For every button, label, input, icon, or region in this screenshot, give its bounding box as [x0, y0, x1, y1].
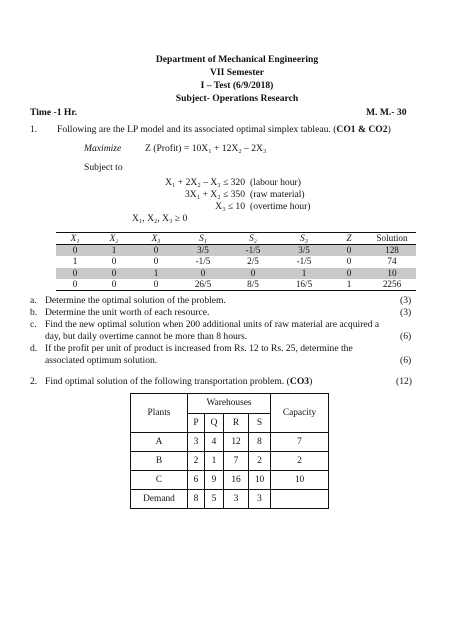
plant-label: B	[131, 452, 188, 471]
part-d-label: d.	[30, 343, 38, 354]
part-c-marks: (6)	[400, 331, 412, 342]
cost-cell: 8	[249, 433, 271, 452]
q1-close: )	[387, 124, 391, 135]
tableau-cell: 16/5	[278, 279, 330, 291]
non-negativity: X₁, X₂, X₃ ≥ 0	[132, 213, 188, 224]
plants-header: Plants	[131, 394, 188, 433]
cost-cell: 3	[188, 433, 205, 452]
subject-to-label: Subject to	[84, 162, 123, 173]
capacity-cell-empty	[271, 490, 329, 509]
warehouse-label: R	[224, 413, 249, 433]
subject-title: Subject- Operations Research	[175, 93, 299, 104]
table-row	[56, 245, 416, 257]
capacity-cell: 2	[271, 452, 329, 471]
part-a-label: a.	[30, 295, 37, 306]
part-b-text: Determine the unit worth of each resource.	[45, 307, 210, 318]
semester-title: VII Semester	[209, 67, 265, 78]
tableau-cell: 8/5	[228, 279, 278, 291]
cost-cell: 9	[205, 471, 224, 490]
tableau-header: S₃	[278, 233, 330, 245]
tableau-cell: 0	[94, 268, 134, 279]
tableau-cell: 1	[278, 268, 330, 279]
q2-course-outcome: CO3	[289, 376, 310, 387]
demand-cell: 5	[205, 490, 224, 509]
capacity-cell: 7	[271, 433, 329, 452]
tableau-header: S₂	[228, 233, 278, 245]
q1-course-outcome: CO1 & CO2	[336, 124, 388, 135]
part-a-text: Determine the optimal solution of the problem.	[45, 295, 226, 306]
tableau-cell: 1	[94, 245, 134, 257]
warehouse-label: P	[188, 413, 205, 433]
part-b-marks: (3)	[400, 307, 412, 318]
tableau-cell: 2/5	[247, 256, 259, 267]
demand-cell: 3	[249, 490, 271, 509]
cost-cell: 6	[188, 471, 205, 490]
tableau-cell: 0	[56, 245, 94, 257]
tableau-cell: 74	[387, 256, 397, 267]
objective-function: Z (Profit) = 10X₁ + 12X₂ – 2X₃	[145, 143, 267, 154]
tableau-cell: 0	[56, 279, 94, 291]
tableau-cell: 0	[153, 256, 159, 267]
tableau-header: Solution	[368, 233, 416, 245]
table-row	[131, 471, 329, 490]
table-row	[131, 452, 329, 471]
tableau-cell: -1/5	[195, 256, 211, 267]
constraint-2-note: (raw material)	[250, 189, 305, 200]
demand-cell: 8	[188, 490, 205, 509]
cost-cell: 10	[249, 471, 271, 490]
capacity-header: Capacity	[271, 394, 329, 433]
cost-cell: 4	[205, 433, 224, 452]
part-c-text-line2: day, but daily overtime cannot be more than 8 hours.	[45, 331, 248, 342]
cost-cell: 2	[249, 452, 271, 471]
tableau-cell: -1/5	[228, 245, 278, 257]
part-d-text-line2: associated optimum solution.	[45, 355, 158, 366]
constraint-3-note: (overtime hour)	[250, 201, 311, 212]
cost-cell: 1	[205, 452, 224, 471]
part-c-text-line1: Find the new optimal solution when 200 additional units of raw material are acquired a	[45, 319, 380, 330]
constraint-1: X₁ + 2X₂ – X₃ ≤ 320	[165, 177, 245, 188]
table-row	[131, 490, 329, 509]
warehouses-header: Warehouses	[188, 394, 271, 414]
tableau-header: X₃	[134, 233, 178, 245]
cost-cell: 2	[188, 452, 205, 471]
tableau-header: Z	[330, 233, 368, 245]
tableau-cell: 0	[134, 279, 178, 291]
tableau-cell: 3/5	[278, 245, 330, 257]
part-d-text-line1: If the profit per unit of product is increased from Rs. 12 to Rs. 25, determine the	[45, 343, 353, 354]
tableau-cell: 128	[368, 245, 416, 257]
tableau-header: X₁	[56, 233, 94, 245]
tableau-cell: 26/5	[178, 279, 228, 291]
tableau-cell: 0	[94, 279, 134, 291]
q2-statement	[45, 376, 312, 387]
tableau-cell: 0	[111, 256, 117, 267]
constraint-2: 3X₁ + X₂ ≤ 350	[184, 189, 245, 200]
q2-close: )	[309, 376, 313, 387]
department-title: Department of Mechanical Engineering	[155, 54, 319, 65]
tableau-cell: 0	[134, 245, 178, 257]
part-c-label: c.	[30, 319, 37, 330]
maximize-label: Maximize	[84, 143, 122, 154]
tableau-cell: 0	[228, 268, 278, 279]
plant-label: A	[131, 433, 188, 452]
q2-text: Find optimal solution of the following transportation problem. (	[45, 376, 290, 387]
cost-cell: 7	[224, 452, 249, 471]
time-label: Time -1 Hr.	[30, 107, 78, 118]
demand-label: Demand	[131, 490, 188, 509]
capacity-cell: 10	[271, 471, 329, 490]
tableau-cell: 0	[330, 268, 368, 279]
cost-cell: 16	[224, 471, 249, 490]
tableau-cell: 0	[178, 268, 228, 279]
tableau-cell: 10	[368, 268, 416, 279]
tableau-cell: 1	[330, 279, 368, 291]
part-a-marks: (3)	[400, 295, 412, 306]
table-row	[56, 268, 416, 279]
constraint-1-note: (labour hour)	[250, 177, 301, 188]
q1-statement	[57, 124, 391, 135]
q2-marks: (12)	[396, 376, 412, 387]
tableau-cell: 1	[72, 256, 78, 267]
tableau-cell: 1	[134, 268, 178, 279]
tableau-header-row	[56, 233, 416, 245]
max-marks-label: M. M.- 30	[366, 107, 407, 118]
q1-number: 1.	[30, 124, 38, 135]
tableau-cell: 2256	[368, 279, 416, 291]
cost-cell: 12	[224, 433, 249, 452]
table-row	[56, 256, 416, 267]
plant-label: C	[131, 471, 188, 490]
transportation-table	[130, 393, 329, 509]
table-row	[131, 433, 329, 452]
warehouse-label: S	[249, 413, 271, 433]
tableau-cell: 0	[56, 268, 94, 279]
table-row	[131, 394, 329, 414]
test-title: I – Test (6/9/2018)	[200, 80, 274, 91]
part-b-label: b.	[30, 307, 38, 318]
tableau-header: S₁	[178, 233, 228, 245]
tableau-cell: 3/5	[178, 245, 228, 257]
tableau-cell: -1/5	[296, 256, 312, 267]
q1-text: Following are the LP model and its associated optimal simplex tableau. (	[57, 124, 337, 135]
tableau-cell: 0	[346, 256, 352, 267]
tableau-header: X₂	[94, 233, 134, 245]
simplex-tableau	[56, 232, 416, 291]
constraint-3: X₃ ≤ 10	[215, 201, 245, 212]
tableau-cell: 0	[330, 245, 368, 257]
part-d-marks: (6)	[400, 355, 412, 366]
demand-cell: 3	[224, 490, 249, 509]
q2-number: 2.	[30, 376, 38, 387]
warehouse-label: Q	[205, 413, 224, 433]
table-row	[56, 279, 416, 291]
